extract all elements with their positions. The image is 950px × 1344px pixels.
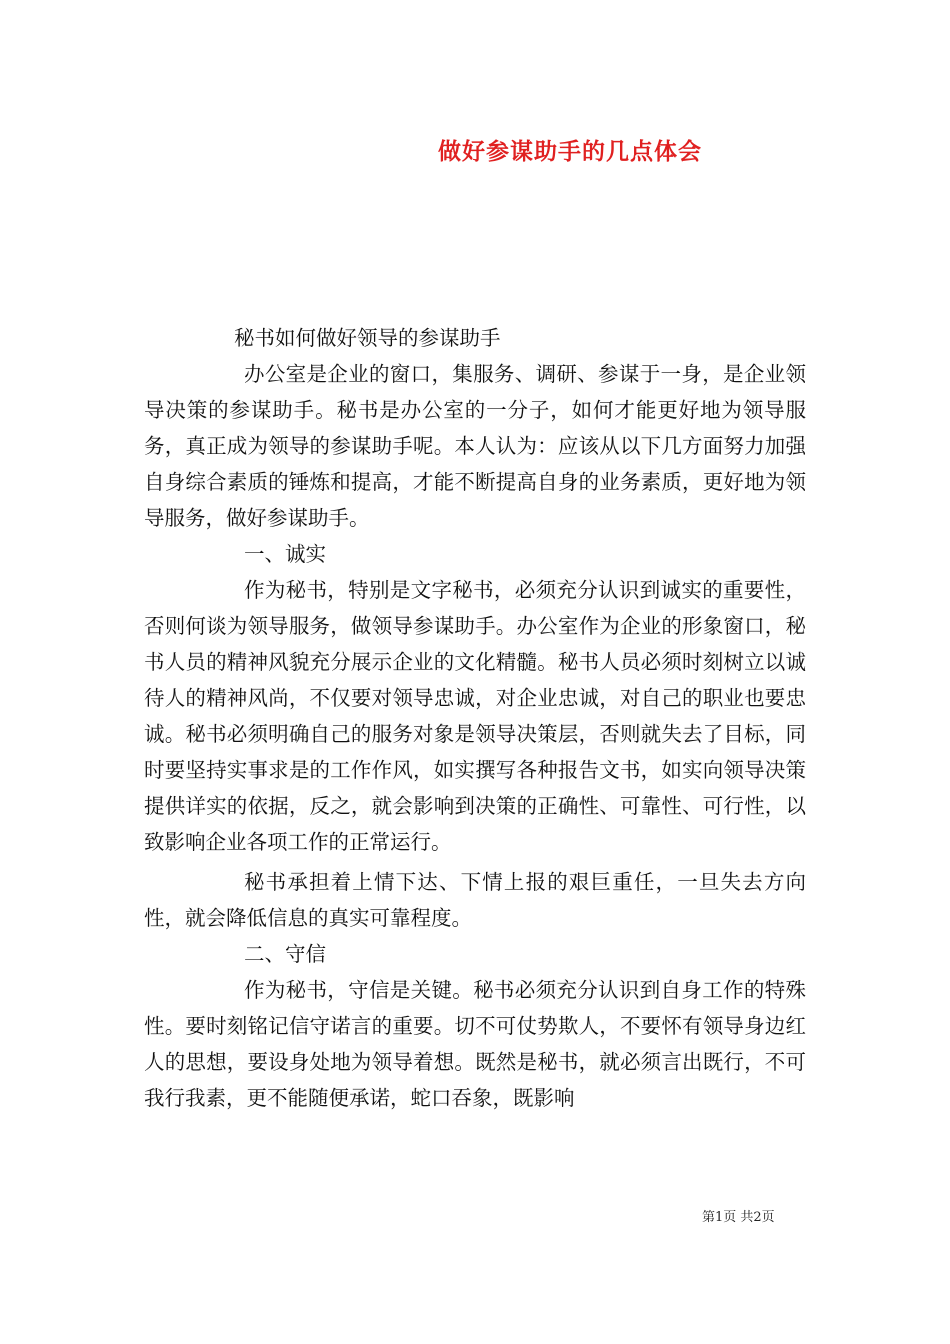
section-subtitle: 秘书如何做好领导的参谋助手 xyxy=(234,326,501,350)
intro-paragraph: 办公室是企业的窗口，集服务、调研、参谋于一身，是企业领导决策的参谋助手。秘书是办公室的一分子，如何才能更好地为领导服务，真正成为领导的参谋助手呢。本人认为：应该从以下几方面努力加强自身综合素质的锤炼和提高，才能不断提高自身的业务素质，更好地为领导服务，做好参谋助手。 xyxy=(144,362,806,530)
section-heading-honesty: 一、诚实 xyxy=(244,542,326,566)
section-heading-trust: 二、守信 xyxy=(244,942,326,966)
page-number: 第1页 共2页 xyxy=(702,1210,775,1225)
trust-paragraph: 作为秘书，守信是关键。秘书必须充分认识到自身工作的特殊性。要时刻铭记信守诺言的重要。切不可仗势欺人，不要怀有领导身边红人的思想，要设身处地为领导着想。既然是秘书，就必须言出既行，不可我行我素，更不能随便承诺，蛇口吞象，既影响 xyxy=(144,978,806,1110)
honesty-paragraph: 作为秘书，特别是文字秘书，必须充分认识到诚实的重要性，否则何谈为领导服务，做领导参谋助手。办公室作为企业的形象窗口，秘书人员的精神风貌充分展示企业的文化精髓。秘书人员必须时刻树立以诚待人的精神风尚，不仅要对领导忠诚，对企业忠诚，对自己的职业也要忠诚。秘书必须明确自己的服务对象是领导决策层，否则就失去了目标，同时要坚持实事求是的工作作风，如实撰写各种报告文书，如实向领导决策提供详实的依据，反之，就会影响到决策的正确性、可靠性、可行性，以致影响企业各项工作的正常运行。 xyxy=(144,578,806,854)
information-paragraph: 秘书承担着上情下达、下情上报的艰巨重任，一旦失去方向性，就会降低信息的真实可靠程度。 xyxy=(144,870,806,930)
page-title: 做好参谋助手的几点体会 xyxy=(438,138,702,165)
document-body xyxy=(144,320,806,1116)
